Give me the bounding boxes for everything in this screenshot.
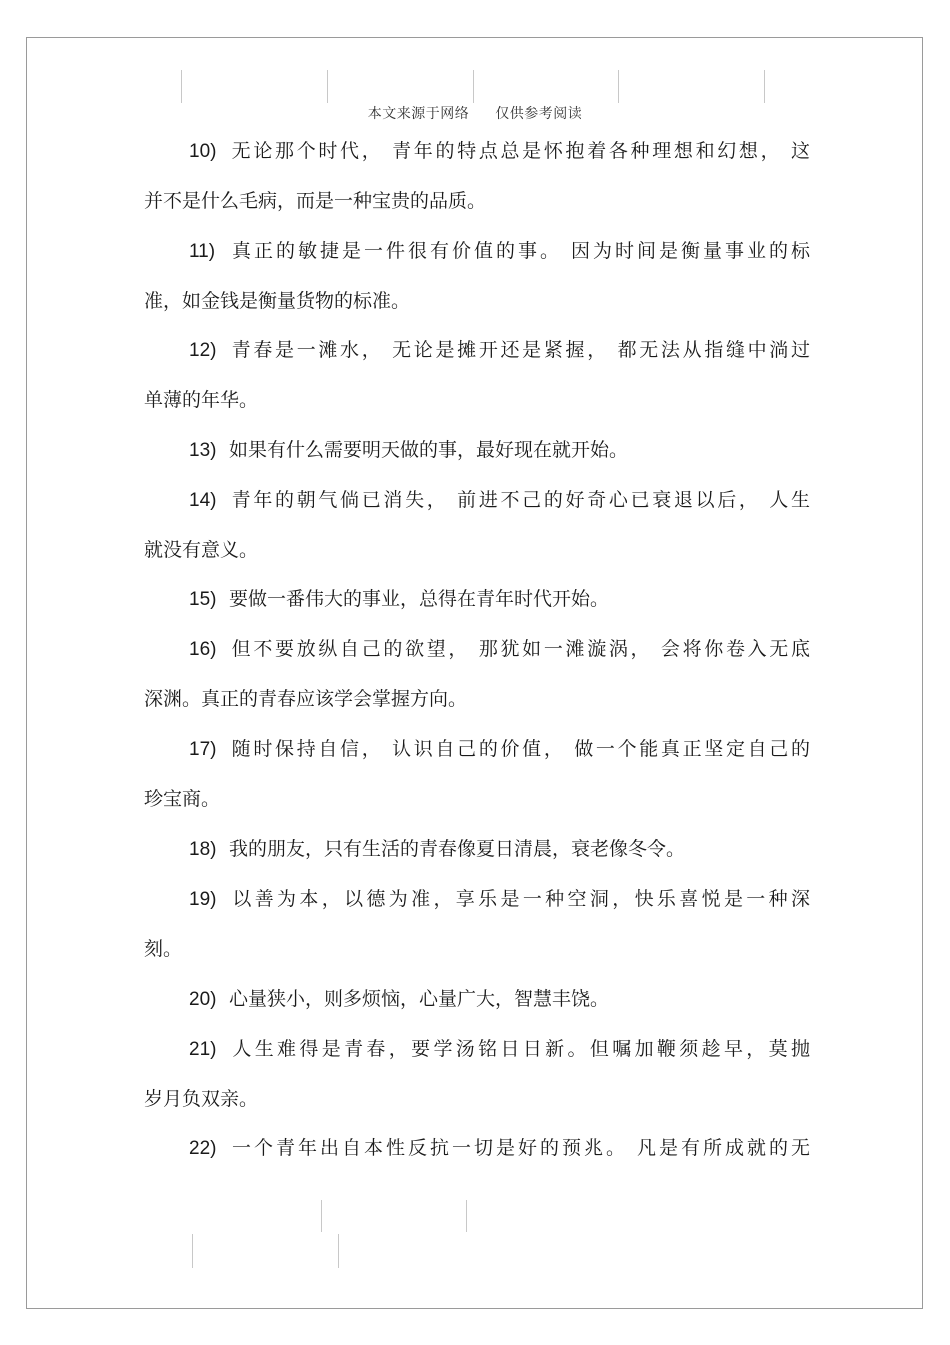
top-rule-2 xyxy=(327,70,328,103)
list-item xyxy=(144,874,810,974)
item-number: 12) xyxy=(189,340,217,361)
bottom-rule-3 xyxy=(192,1234,193,1268)
list-item xyxy=(144,1024,810,1124)
list-item xyxy=(144,974,810,1024)
list-item xyxy=(144,1123,810,1173)
item-text: 随时保持自信， 认识自己的价值， 做一个能真正坚定自己的 xyxy=(229,738,810,760)
item-number: 20) xyxy=(189,989,217,1010)
item-text: 要做一番伟大的事业，总得在青年时代开始。 xyxy=(229,588,610,610)
list-item xyxy=(144,325,810,425)
item-number: 22) xyxy=(189,1138,217,1159)
bottom-rule-2 xyxy=(466,1200,467,1232)
item-text: 无论那个时代， 青年的特点总是怀抱着各种理想和幻想， 这 xyxy=(229,140,810,162)
item-line xyxy=(144,624,810,674)
top-rule-4 xyxy=(618,70,619,103)
item-line: 准，如金钱是衡量货物的标准。 xyxy=(144,290,411,312)
item-text: 青春是一滩水， 无论是摊开还是紧握， 都无法从指缝中淌过 xyxy=(229,339,810,361)
item-line xyxy=(144,425,810,475)
bottom-rule-1 xyxy=(321,1200,322,1232)
list-item xyxy=(144,724,810,824)
list-item xyxy=(144,226,810,326)
item-line xyxy=(144,974,810,1024)
item-line xyxy=(144,1123,810,1173)
top-rule-1 xyxy=(181,70,182,103)
header-note: 仅供参考阅读 xyxy=(495,106,583,122)
item-line: 深渊。真正的青春应该学会掌握方向。 xyxy=(144,688,468,710)
item-line xyxy=(144,1024,810,1074)
item-number: 14) xyxy=(189,490,217,511)
item-line: 就没有意义。 xyxy=(144,539,259,561)
item-line: 珍宝商。 xyxy=(144,788,221,810)
item-line xyxy=(144,226,810,276)
item-line: 单薄的年华。 xyxy=(144,389,259,411)
item-line xyxy=(144,824,810,874)
item-number: 17) xyxy=(189,739,217,760)
list-item xyxy=(144,624,810,724)
item-line xyxy=(144,874,810,924)
item-number: 19) xyxy=(189,889,217,910)
item-text: 以善为本，以德为准，享乐是一种空洞，快乐喜悦是一种深 xyxy=(229,888,810,910)
item-text: 我的朋友，只有生活的青春像夏日清晨，衰老像冬令。 xyxy=(229,838,686,860)
item-number: 18) xyxy=(189,839,217,860)
top-rule-3 xyxy=(473,70,474,103)
list-item xyxy=(144,425,810,475)
item-number: 10) xyxy=(189,141,217,162)
item-line xyxy=(144,325,810,375)
item-number: 21) xyxy=(189,1039,217,1060)
item-line xyxy=(144,574,810,624)
page-header xyxy=(0,103,950,123)
list-item xyxy=(144,824,810,874)
top-rule-5 xyxy=(764,70,765,103)
item-text: 人生难得是青春，要学汤铭日日新。但嘱加鞭须趁早，莫抛 xyxy=(229,1038,810,1060)
item-line xyxy=(144,724,810,774)
item-number: 13) xyxy=(189,440,217,461)
item-text: 如果有什么需要明天做的事，最好现在就开始。 xyxy=(229,439,629,461)
item-number: 11) xyxy=(189,241,216,262)
list-item xyxy=(144,574,810,624)
item-line: 并不是什么毛病，而是一种宝贵的品质。 xyxy=(144,190,487,212)
list-item xyxy=(144,475,810,575)
item-text: 真正的敏捷是一件很有价值的事。 因为时间是衡量事业的标 xyxy=(229,240,810,262)
item-number: 15) xyxy=(189,589,217,610)
item-number: 16) xyxy=(189,639,217,660)
item-line xyxy=(144,126,810,176)
item-text: 一个青年出自本性反抗一切是好的预兆。 凡是有所成就的无 xyxy=(229,1137,810,1159)
item-text: 但不要放纵自己的欲望， 那犹如一滩漩涡， 会将你卷入无底 xyxy=(229,638,810,660)
item-text: 青年的朝气倘已消失， 前进不己的好奇心已衰退以后， 人生 xyxy=(229,489,810,511)
list-item xyxy=(144,126,810,226)
item-text: 心量狭小，则多烦恼，心量广大，智慧丰饶。 xyxy=(229,988,610,1010)
item-line: 刻。 xyxy=(144,938,183,960)
header-source: 本文来源于网络 xyxy=(367,106,470,122)
item-line: 岁月负双亲。 xyxy=(144,1088,259,1110)
item-line xyxy=(144,475,810,525)
bottom-rule-4 xyxy=(338,1234,339,1268)
